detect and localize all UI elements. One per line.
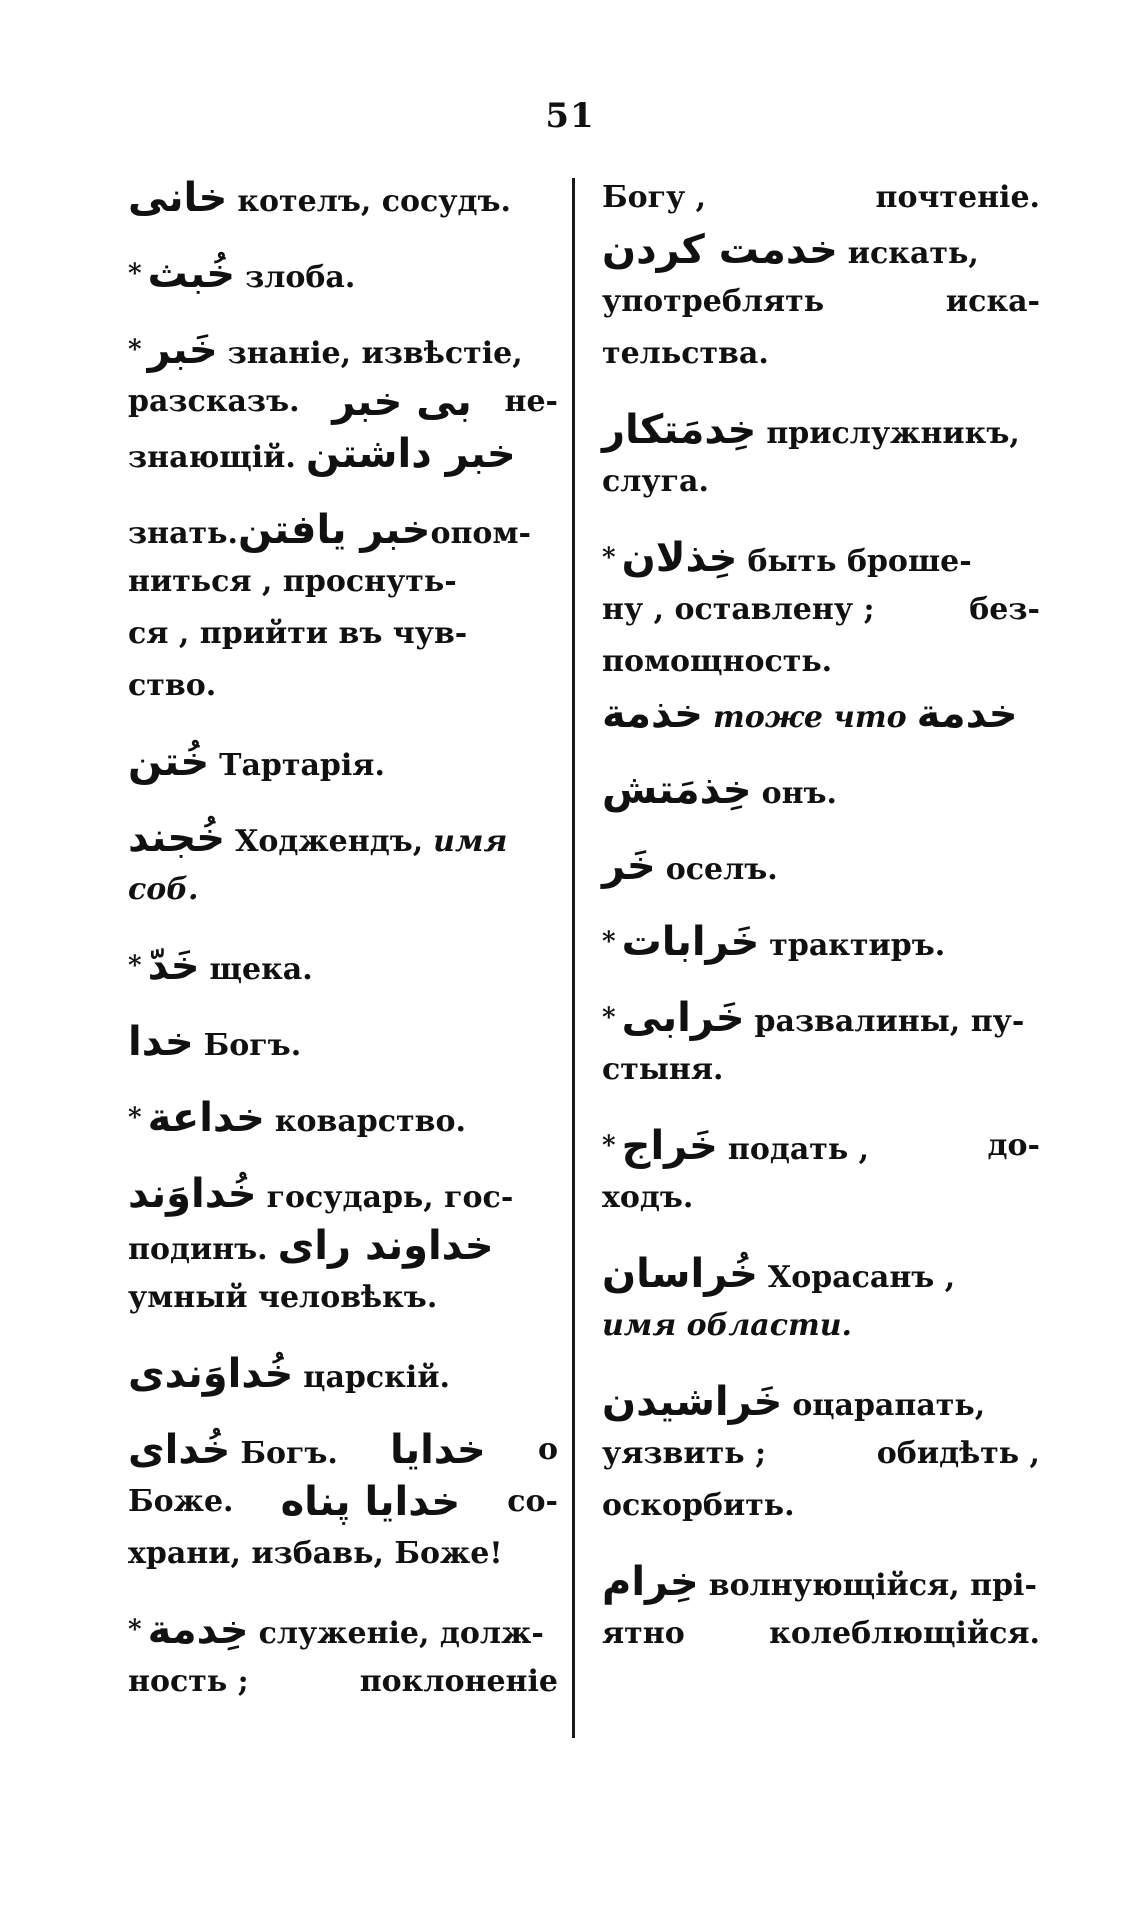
arabic-headword: خِذمَتش bbox=[602, 767, 752, 813]
entry-line bbox=[602, 1120, 1040, 1172]
entry-line bbox=[602, 840, 1040, 892]
arabic-headword: خذمة bbox=[602, 691, 703, 737]
asterisk-mark: * bbox=[128, 1615, 142, 1645]
arabic-headword: خُداوَند bbox=[128, 1171, 257, 1217]
entry-line bbox=[602, 328, 1040, 380]
entry-text: царскій. bbox=[303, 1360, 450, 1395]
entry-text: подать , bbox=[727, 1132, 870, 1167]
entry-text: слуга. bbox=[602, 464, 709, 499]
arabic-phrase: خدمة bbox=[916, 691, 1018, 737]
entry-line bbox=[128, 556, 558, 608]
entry-text: Богъ. bbox=[203, 1028, 302, 1063]
entry-line bbox=[128, 1604, 558, 1656]
arabic-phrase: خدایا پناه bbox=[280, 1479, 461, 1525]
asterisk-mark: * bbox=[128, 335, 142, 365]
arabic-headword: خَراج bbox=[621, 1123, 718, 1169]
arabic-headword: خَدّ bbox=[147, 943, 200, 989]
entry-text: государь, гос- bbox=[266, 1180, 514, 1215]
entry-line bbox=[602, 1480, 1040, 1532]
entry-line bbox=[602, 584, 1040, 636]
arabic-headword: خداعة bbox=[147, 1095, 265, 1141]
entry-line bbox=[602, 1300, 1040, 1352]
arabic-headword: خَر bbox=[602, 843, 656, 889]
entry-line bbox=[602, 688, 1040, 740]
entry-line bbox=[602, 1376, 1040, 1428]
entry-text: Богъ. bbox=[240, 1436, 338, 1471]
entry-text: до- bbox=[987, 1128, 1040, 1163]
arabic-headword: خُتن bbox=[128, 739, 210, 785]
entry-line bbox=[128, 1348, 558, 1400]
entry-text: о bbox=[537, 1432, 558, 1467]
entry-text: знать. bbox=[128, 516, 238, 551]
entry-line bbox=[602, 764, 1040, 816]
entry-line bbox=[128, 1016, 558, 1068]
asterisk-mark: * bbox=[602, 927, 616, 957]
asterisk-mark: * bbox=[602, 543, 616, 573]
entry-line bbox=[602, 276, 1040, 328]
column-divider bbox=[572, 178, 575, 1738]
arabic-phrase: خبر یافتن bbox=[237, 507, 431, 553]
entry-text: щека. bbox=[209, 952, 313, 987]
arabic-headword: خَراشیدن bbox=[602, 1379, 783, 1425]
entry-line bbox=[128, 1220, 558, 1272]
entry-text: обидѣть , bbox=[876, 1436, 1040, 1471]
entry-line bbox=[602, 532, 1040, 584]
entry-text: иска- bbox=[945, 284, 1040, 319]
entry-text: служеніе, долж- bbox=[258, 1616, 544, 1651]
arabic-phrase: بی خبر bbox=[332, 379, 472, 425]
entry-text: ну , оставлену ; bbox=[602, 592, 875, 627]
arabic-headword: خُجند bbox=[128, 815, 226, 861]
entry-text: Ходжендъ, bbox=[235, 824, 424, 859]
entry-line bbox=[128, 1092, 558, 1144]
entry-text: тельства. bbox=[602, 336, 769, 371]
page-number: 51 bbox=[545, 96, 595, 136]
entry-line bbox=[128, 736, 558, 788]
arabic-headword: خُدای bbox=[128, 1427, 231, 1473]
entry-text: Хорасанъ , bbox=[767, 1260, 956, 1295]
entry-text: ятно bbox=[602, 1616, 685, 1651]
entry-text: употреблять bbox=[602, 284, 825, 319]
italic-note: соб. bbox=[128, 872, 199, 907]
entry-line bbox=[602, 1248, 1040, 1300]
entry-text: ниться , проснуть- bbox=[128, 564, 457, 599]
arabic-headword: خِرام bbox=[602, 1559, 699, 1605]
entry-line bbox=[602, 1608, 1040, 1660]
entry-text: ность ; bbox=[128, 1664, 249, 1699]
left-column bbox=[128, 172, 558, 1708]
entry-line bbox=[128, 376, 558, 428]
arabic-headword: خانی bbox=[128, 175, 228, 221]
arabic-headword: خِدمَتکار bbox=[602, 407, 757, 453]
entry-line bbox=[128, 1656, 558, 1708]
arabic-headword: خَرابی bbox=[621, 995, 745, 1041]
entry-text: не- bbox=[504, 384, 558, 419]
entry-line bbox=[602, 1556, 1040, 1608]
entry-text: онъ. bbox=[761, 776, 838, 811]
asterisk-mark: * bbox=[128, 1103, 142, 1133]
entry-line bbox=[602, 404, 1040, 456]
entry-line bbox=[602, 1428, 1040, 1480]
entry-text: ходъ. bbox=[602, 1180, 694, 1215]
arabic-headword: خُبث bbox=[147, 251, 236, 297]
entry-text: со- bbox=[507, 1484, 558, 1519]
entry-line bbox=[128, 428, 558, 480]
italic-note: имя bbox=[433, 824, 508, 859]
entry-text: оцарапать, bbox=[792, 1388, 986, 1423]
entry-text: опом- bbox=[430, 516, 531, 551]
arabic-phrase: خدایا bbox=[390, 1427, 486, 1473]
entry-text: коварство. bbox=[274, 1104, 466, 1139]
entry-text: стыня. bbox=[602, 1052, 724, 1087]
entry-line bbox=[128, 608, 558, 660]
entry-line bbox=[602, 636, 1040, 688]
arabic-headword: خِدمة bbox=[147, 1607, 249, 1653]
entry-text: Богу , bbox=[602, 180, 707, 215]
arabic-headword: خِذلان bbox=[621, 535, 738, 581]
entry-text: трактиръ. bbox=[769, 928, 946, 963]
entry-text: котелъ, сосудъ. bbox=[237, 184, 511, 219]
entry-line bbox=[128, 248, 558, 300]
entry-text: ся , прийти въ чув- bbox=[128, 616, 468, 651]
arabic-headword: خُراسان bbox=[602, 1251, 758, 1297]
entry-text: волнующійся, прі- bbox=[708, 1568, 1037, 1603]
entry-line bbox=[602, 172, 1040, 224]
entry-text: Боже. bbox=[128, 1484, 234, 1519]
arabic-headword: خدا bbox=[128, 1019, 194, 1065]
entry-text: развалины, пу- bbox=[754, 1004, 1025, 1039]
arabic-headword: خَرابات bbox=[621, 919, 760, 965]
entry-line bbox=[128, 172, 558, 224]
arabic-phrase: خدمت کردن bbox=[602, 227, 838, 273]
entry-text: ство. bbox=[128, 668, 217, 703]
entry-text: прислужникъ, bbox=[766, 416, 1020, 451]
entry-text: оскорбить. bbox=[602, 1488, 795, 1523]
entry-text: быть броше- bbox=[747, 544, 972, 579]
entry-line bbox=[128, 1476, 558, 1528]
entry-line bbox=[128, 1424, 558, 1476]
entry-text: искать, bbox=[847, 236, 979, 271]
entry-line bbox=[602, 992, 1040, 1044]
entry-text: подинъ. bbox=[128, 1232, 268, 1267]
entry-text: поклоненіе bbox=[359, 1664, 558, 1699]
asterisk-mark: * bbox=[128, 259, 142, 289]
entry-line bbox=[602, 916, 1040, 968]
arabic-headword: خَبر bbox=[147, 327, 218, 373]
entry-text: уязвить ; bbox=[602, 1436, 767, 1471]
entry-text: умный человѣкъ. bbox=[128, 1280, 438, 1315]
asterisk-mark: * bbox=[602, 1131, 616, 1161]
entry-text: разсказъ. bbox=[128, 384, 300, 419]
entry-line bbox=[128, 504, 558, 556]
entry-line bbox=[128, 324, 558, 376]
entry-text: знающій. bbox=[128, 440, 296, 475]
asterisk-mark: * bbox=[602, 1003, 616, 1033]
entry-text: колеблющійся. bbox=[769, 1616, 1040, 1651]
entry-line bbox=[602, 1172, 1040, 1224]
entry-line bbox=[128, 864, 558, 916]
entry-line bbox=[128, 1272, 558, 1324]
arabic-phrase: خبر داشتن bbox=[305, 431, 516, 477]
right-column bbox=[602, 172, 1040, 1660]
italic-note: тоже что bbox=[712, 700, 907, 735]
entry-text: злоба. bbox=[245, 260, 356, 295]
entry-text: помощность. bbox=[602, 644, 833, 679]
entry-line bbox=[128, 1528, 558, 1580]
entry-text: почтеніе. bbox=[875, 180, 1040, 215]
asterisk-mark: * bbox=[128, 951, 142, 981]
entry-line bbox=[602, 1044, 1040, 1096]
arabic-headword: خُداوَندی bbox=[128, 1351, 294, 1397]
entry-line bbox=[602, 224, 1040, 276]
entry-line bbox=[128, 1168, 558, 1220]
entry-text: Тартарія. bbox=[219, 748, 385, 783]
italic-note: имя области. bbox=[602, 1308, 852, 1343]
entry-line bbox=[602, 456, 1040, 508]
arabic-phrase: خداوند رای bbox=[277, 1223, 494, 1269]
entry-line bbox=[128, 812, 558, 864]
entry-text: знаніе, извѣстіе, bbox=[227, 336, 523, 371]
entry-line bbox=[128, 660, 558, 712]
entry-text: храни, избавь, Боже! bbox=[128, 1536, 503, 1571]
entry-line bbox=[128, 940, 558, 992]
entry-text: без- bbox=[969, 592, 1040, 627]
entry-text: оселъ. bbox=[665, 852, 778, 887]
